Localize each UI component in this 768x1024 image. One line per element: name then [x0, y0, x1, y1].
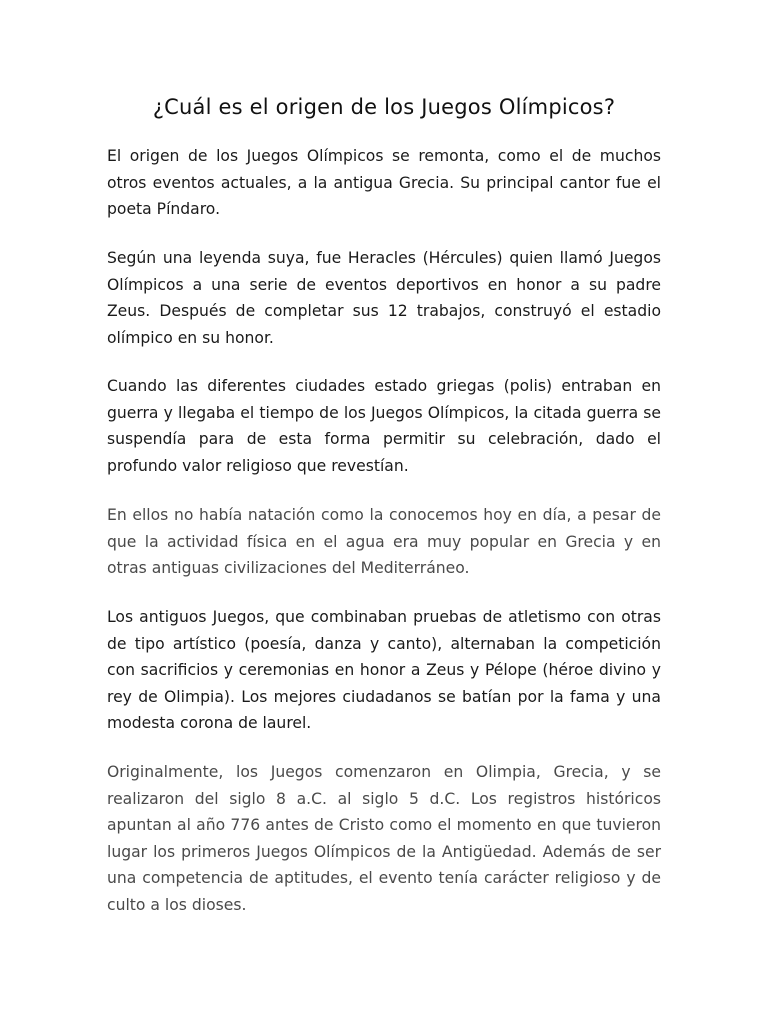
- paragraph-swimming: En ellos no había natación como la conocemos hoy en día, a pesar de que la actividad física en el agua era muy popular en Grecia y en otras antiguas civilizaciones del Mediterráneo.: [107, 506, 661, 577]
- paragraph-ancient-games: Los antiguos Juegos, que combinaban pruebas de atletismo con otras de tipo artístico (poesía, danza y canto), alternaban la competición con sacrificios y ceremonias en honor a Zeus y Pélope (héroe divino y rey de Olimpia). Los mejores ciudadanos se batían por la fama y una modesta corona de laurel.: [107, 608, 661, 732]
- paragraph-heracles: Según una leyenda suya, fue Heracles (Hércules) quien llamó Juegos Olímpicos a una serie de eventos deportivos en honor a su padre Zeus. Después de completar sus 12 trabajos, construyó el estadio olímpico en su honor.: [107, 249, 661, 347]
- paragraph-truce: Cuando las diferentes ciudades estado griegas (polis) entraban en guerra y llegaba el tiempo de los Juegos Olímpicos, la citada guerra se suspendía para de esta forma permitir su celebración, dado el profundo valor religioso que revestían.: [107, 377, 661, 475]
- page-title: ¿Cuál es el origen de los Juegos Olímpicos?: [152, 95, 616, 119]
- paragraph-origin: El origen de los Juegos Olímpicos se remonta, como el de muchos otros eventos actuales, a la antigua Grecia. Su principal cantor fue el poeta Píndaro.: [107, 147, 661, 218]
- paragraph-olympia: Originalmente, los Juegos comenzaron en Olimpia, Grecia, y se realizaron del siglo 8 a.C. al siglo 5 d.C. Los registros históricos apuntan al año 776 antes de Cristo como el momento en que tuvieron lugar los primeros Juegos Olímpicos de la Antigüedad. Además de ser una competencia de aptitudes, el evento tenía carácter religioso y de culto a los dioses.: [107, 763, 661, 914]
